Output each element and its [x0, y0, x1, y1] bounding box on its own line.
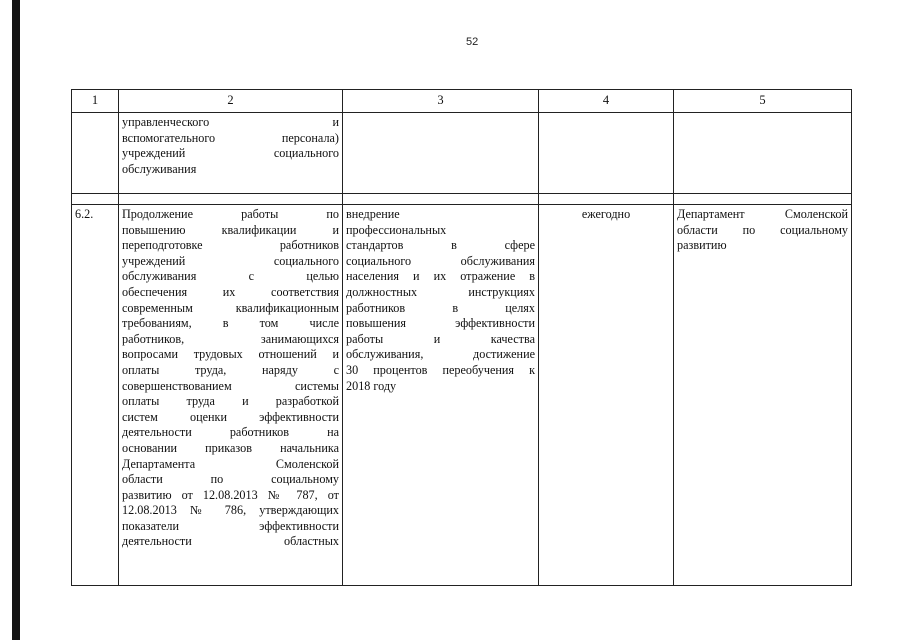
text-line: систем оценки эффективности: [122, 409, 339, 424]
table-header-row: [72, 90, 852, 113]
document-table: [71, 89, 852, 586]
gap-cell: [674, 194, 852, 205]
cell-continued-responsible: [674, 113, 852, 194]
text-line: социального обслуживания: [346, 253, 535, 268]
text-line: профессиональных: [346, 222, 447, 237]
text-line: населения и их отражение в: [346, 269, 535, 284]
text-line: 12.08.2013 № 786, утверждающих: [122, 503, 339, 518]
text-line: оплаты труда, наряду с: [122, 362, 339, 377]
header-col-3: 3: [343, 90, 539, 113]
cell-continued-number: [72, 113, 119, 194]
text-line: Продолжение работы по: [122, 207, 339, 221]
gap-cell: [539, 194, 674, 205]
page-number: 52: [466, 36, 479, 48]
cell-item-result: [343, 205, 539, 586]
text-line: оплаты труда и разработкой: [122, 394, 339, 409]
text-line: Департамент Смоленской: [677, 207, 848, 221]
text-line: показатели эффективности: [122, 518, 339, 533]
text-line: совершенствованием системы: [122, 378, 339, 393]
text-line: обслуживания, достижение: [346, 347, 535, 362]
text-line: обслуживания с целью: [122, 269, 339, 284]
text-line: деятельности работников на: [122, 425, 339, 440]
text-line: вспомогательного персонала): [122, 130, 339, 145]
text-line: 2018 году: [346, 378, 397, 393]
table-gap-row: [72, 194, 852, 205]
cell-continued-activity: [119, 113, 343, 194]
text-line: 30 процентов переобучения к: [346, 362, 535, 377]
header-col-1: 1: [72, 90, 119, 113]
text-line: повышения эффективности: [346, 316, 535, 331]
text-line: повышению квалификации и: [122, 222, 339, 237]
text-line: обеспечения их соответствия: [122, 284, 339, 299]
table-row-continued: [72, 113, 852, 194]
text-line: обслуживания: [122, 161, 197, 176]
text-line: работы и качества: [346, 331, 535, 346]
text-line: внедрение: [346, 207, 400, 221]
text-line: развитию: [677, 238, 727, 253]
gap-cell: [72, 194, 119, 205]
text-line: работников в целях: [346, 300, 535, 315]
header-col-5: 5: [674, 90, 852, 113]
text-line: стандартов в сфере: [346, 238, 535, 253]
gap-cell: [119, 194, 343, 205]
text-line: деятельности областных: [122, 534, 339, 549]
gap-cell: [343, 194, 539, 205]
cell-item-number: 6.2.: [72, 205, 119, 586]
table-row-6-2: [72, 205, 852, 586]
cell-item-activity: [119, 205, 343, 586]
text-line: современным квалификационным: [122, 300, 339, 315]
text-line: управленческого и: [122, 115, 339, 129]
text-line: учреждений социального: [122, 146, 339, 161]
text-line: области по социальному: [677, 222, 848, 237]
text-line: развитию от 12.08.2013 № 787, от: [122, 487, 339, 502]
text-line: переподготовке работников: [122, 238, 339, 253]
header-col-4: 4: [539, 90, 674, 113]
text-line: Департамента Смоленской: [122, 456, 339, 471]
scan-edge-shadow: [12, 0, 20, 640]
cell-continued-result: [343, 113, 539, 194]
text-line: требованиям, в том числе: [122, 316, 339, 331]
text-line: области по социальному: [122, 472, 339, 487]
text-line: работников, занимающихся: [122, 331, 339, 346]
text-line: основании приказов начальника: [122, 440, 339, 455]
cell-item-deadline: ежегодно: [539, 205, 674, 586]
cell-continued-deadline: [539, 113, 674, 194]
text-line: учреждений социального: [122, 253, 339, 268]
cell-item-responsible: [674, 205, 852, 586]
text-line: вопросами трудовых отношений и: [122, 347, 339, 362]
text-line: должностных инструкциях: [346, 284, 535, 299]
header-col-2: 2: [119, 90, 343, 113]
